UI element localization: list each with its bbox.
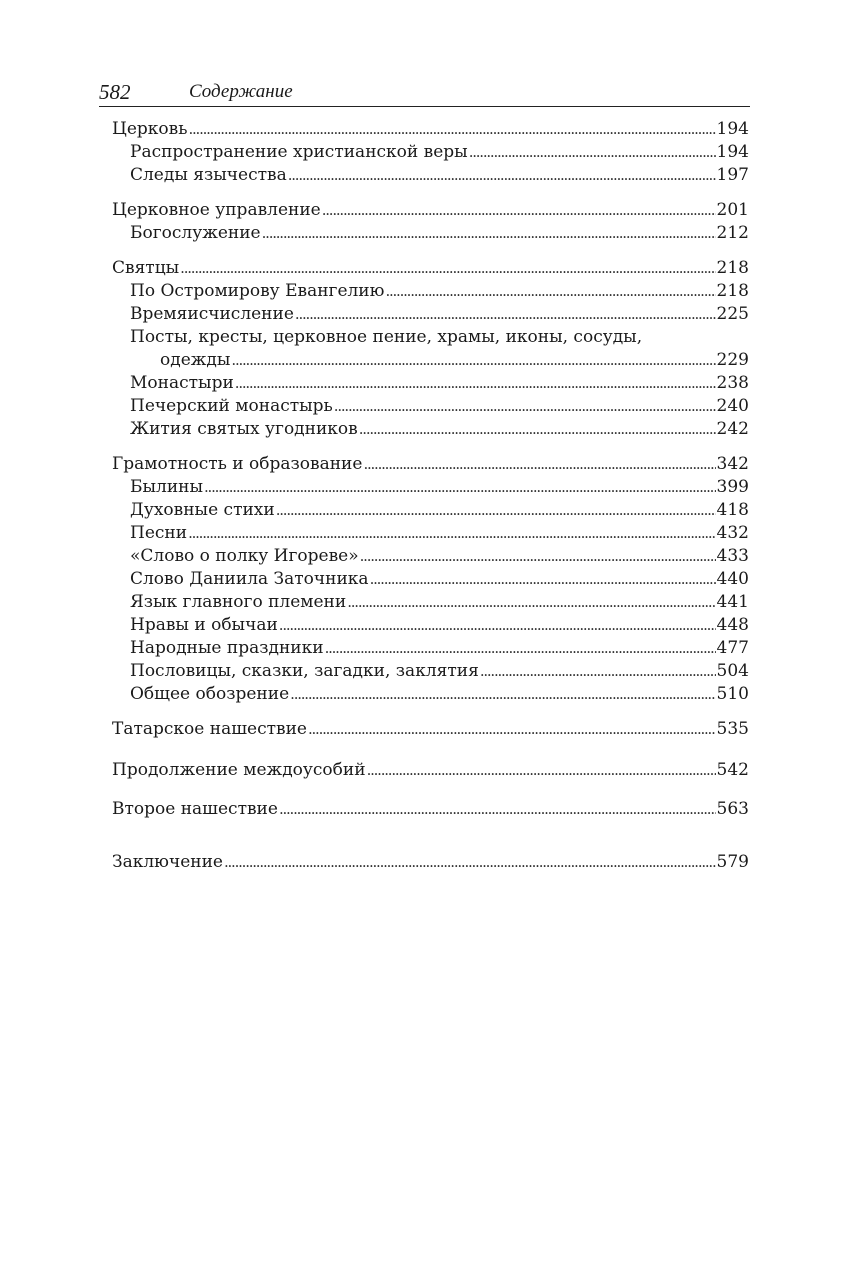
toc-entry-title: Нравы и обычаи bbox=[130, 615, 278, 635]
page-number: 582 bbox=[99, 80, 131, 104]
toc-entry bbox=[112, 476, 749, 499]
toc-entry bbox=[112, 372, 749, 395]
toc-page-number: 563 bbox=[716, 799, 749, 819]
dot-leader bbox=[204, 476, 716, 499]
toc-section bbox=[112, 199, 749, 222]
toc-page-number: 535 bbox=[716, 719, 749, 739]
toc-section bbox=[112, 718, 749, 741]
toc-entry bbox=[112, 637, 749, 660]
toc-entry-continued: Посты, кресты, церковное пение, храмы, иконы, сосуды, bbox=[130, 327, 643, 347]
dot-leader bbox=[235, 372, 716, 395]
dot-leader bbox=[363, 453, 715, 476]
toc-page-number: 212 bbox=[716, 223, 749, 243]
toc-entry bbox=[112, 614, 749, 637]
toc-page-number: 579 bbox=[716, 852, 749, 872]
dot-leader bbox=[180, 257, 715, 280]
toc-entry-title: Грамотность и образование bbox=[112, 454, 363, 474]
dot-leader bbox=[188, 118, 715, 141]
toc-page-number: 194 bbox=[716, 142, 749, 162]
toc-entry-title: Заключение bbox=[112, 852, 223, 872]
dot-leader bbox=[385, 280, 715, 303]
toc-page-number: 229 bbox=[716, 350, 749, 370]
toc-section bbox=[112, 851, 749, 874]
toc-section bbox=[112, 453, 749, 476]
toc-page-number: 399 bbox=[716, 477, 749, 497]
toc-entry-title: Святцы bbox=[112, 258, 180, 278]
toc-entry bbox=[112, 522, 749, 545]
toc-entry-title: одежды bbox=[160, 350, 231, 370]
dot-leader bbox=[276, 499, 716, 522]
toc-entry-title: Народные праздники bbox=[130, 638, 324, 658]
toc-page-number: 240 bbox=[716, 396, 749, 416]
toc-page-number: 440 bbox=[716, 569, 749, 589]
dot-leader bbox=[334, 395, 716, 418]
toc-entry bbox=[112, 683, 749, 706]
toc-entry-title: Язык главного племени bbox=[130, 592, 347, 612]
toc-entry-title: Монастыри bbox=[130, 373, 234, 393]
toc-page-number: 433 bbox=[716, 546, 749, 566]
toc-entry bbox=[112, 499, 749, 522]
dot-leader bbox=[360, 545, 716, 568]
toc-page-number: 242 bbox=[716, 419, 749, 439]
dot-leader bbox=[370, 568, 716, 591]
toc-entry-title: Былины bbox=[130, 477, 204, 497]
dot-leader bbox=[288, 164, 716, 187]
toc-entry bbox=[112, 141, 749, 164]
toc-entry bbox=[112, 222, 749, 245]
toc-entry-title: Церковь bbox=[112, 119, 188, 139]
toc-entry-title: Печерский монастырь bbox=[130, 396, 333, 416]
dot-leader bbox=[359, 418, 716, 441]
toc-entry-title: По Остромирову Евангелию bbox=[130, 281, 385, 301]
toc-entry bbox=[112, 660, 749, 683]
table-of-contents bbox=[112, 118, 749, 874]
dot-leader bbox=[325, 637, 716, 660]
dot-leader bbox=[231, 349, 715, 372]
toc-entry-title: Общее обозрение bbox=[130, 684, 290, 704]
toc-entry-title: Слово Даниила Заточника bbox=[130, 569, 369, 589]
toc-page-number: 477 bbox=[716, 638, 749, 658]
dot-leader bbox=[295, 303, 716, 326]
dot-leader bbox=[262, 222, 716, 245]
toc-page-number: 197 bbox=[716, 165, 749, 185]
dot-leader bbox=[347, 591, 715, 614]
dot-leader bbox=[188, 522, 715, 545]
toc-entry-title: Второе нашествие bbox=[112, 799, 278, 819]
dot-leader bbox=[367, 759, 716, 782]
dot-leader bbox=[279, 614, 716, 637]
toc-entry-title: Времяисчисление bbox=[130, 304, 294, 324]
toc-page-number: 441 bbox=[716, 592, 749, 612]
toc-page-number: 218 bbox=[716, 281, 749, 301]
running-header bbox=[99, 80, 750, 107]
toc-entry bbox=[112, 568, 749, 591]
toc-entry-title: Следы язычества bbox=[130, 165, 287, 185]
toc-entry-title: Церковное управление bbox=[112, 200, 321, 220]
toc-entry bbox=[112, 418, 749, 441]
toc-entry-title: Пословицы, сказки, загадки, заклятия bbox=[130, 661, 479, 681]
toc-page-number: 194 bbox=[716, 119, 749, 139]
toc-section bbox=[112, 759, 749, 782]
toc-page-number: 448 bbox=[716, 615, 749, 635]
toc-page-number: 218 bbox=[716, 258, 749, 278]
toc-entry bbox=[112, 395, 749, 418]
toc-entry bbox=[112, 164, 749, 187]
toc-page-number: 201 bbox=[716, 200, 749, 220]
toc-entry bbox=[112, 349, 749, 372]
toc-page-number: 542 bbox=[716, 760, 749, 780]
toc-entry-title: Жития святых угодников bbox=[130, 419, 358, 439]
toc-page-number: 225 bbox=[716, 304, 749, 324]
toc-page-number: 418 bbox=[716, 500, 749, 520]
toc-entry-title: Татарское нашествие bbox=[112, 719, 307, 739]
dot-leader bbox=[322, 199, 716, 222]
toc-section bbox=[112, 798, 749, 821]
toc-entry-title: Распространение христианской веры bbox=[130, 142, 468, 162]
toc-entry-title: Продолжение междоусобий bbox=[112, 760, 366, 780]
dot-leader bbox=[469, 141, 716, 164]
toc-page-number: 510 bbox=[716, 684, 749, 704]
toc-entry bbox=[112, 545, 749, 568]
toc-section bbox=[112, 257, 749, 280]
dot-leader bbox=[308, 718, 716, 741]
toc-entry bbox=[112, 280, 749, 303]
running-title: Содержание bbox=[189, 81, 293, 102]
toc-page-number: 342 bbox=[716, 454, 749, 474]
toc-entry bbox=[112, 591, 749, 614]
toc-page-number: 238 bbox=[716, 373, 749, 393]
dot-leader bbox=[224, 851, 716, 874]
toc-page-number: 432 bbox=[716, 523, 749, 543]
toc-page-number: 504 bbox=[716, 661, 749, 681]
dot-leader bbox=[279, 798, 716, 821]
dot-leader bbox=[290, 683, 715, 706]
toc-entry-title: Богослужение bbox=[130, 223, 261, 243]
dot-leader bbox=[480, 660, 716, 683]
toc-entry-title: «Слово о полку Игореве» bbox=[130, 546, 359, 566]
toc-section bbox=[112, 118, 749, 141]
toc-entry bbox=[112, 303, 749, 326]
toc-entry-title: Духовные стихи bbox=[130, 500, 275, 520]
toc-entry-title: Песни bbox=[130, 523, 188, 543]
